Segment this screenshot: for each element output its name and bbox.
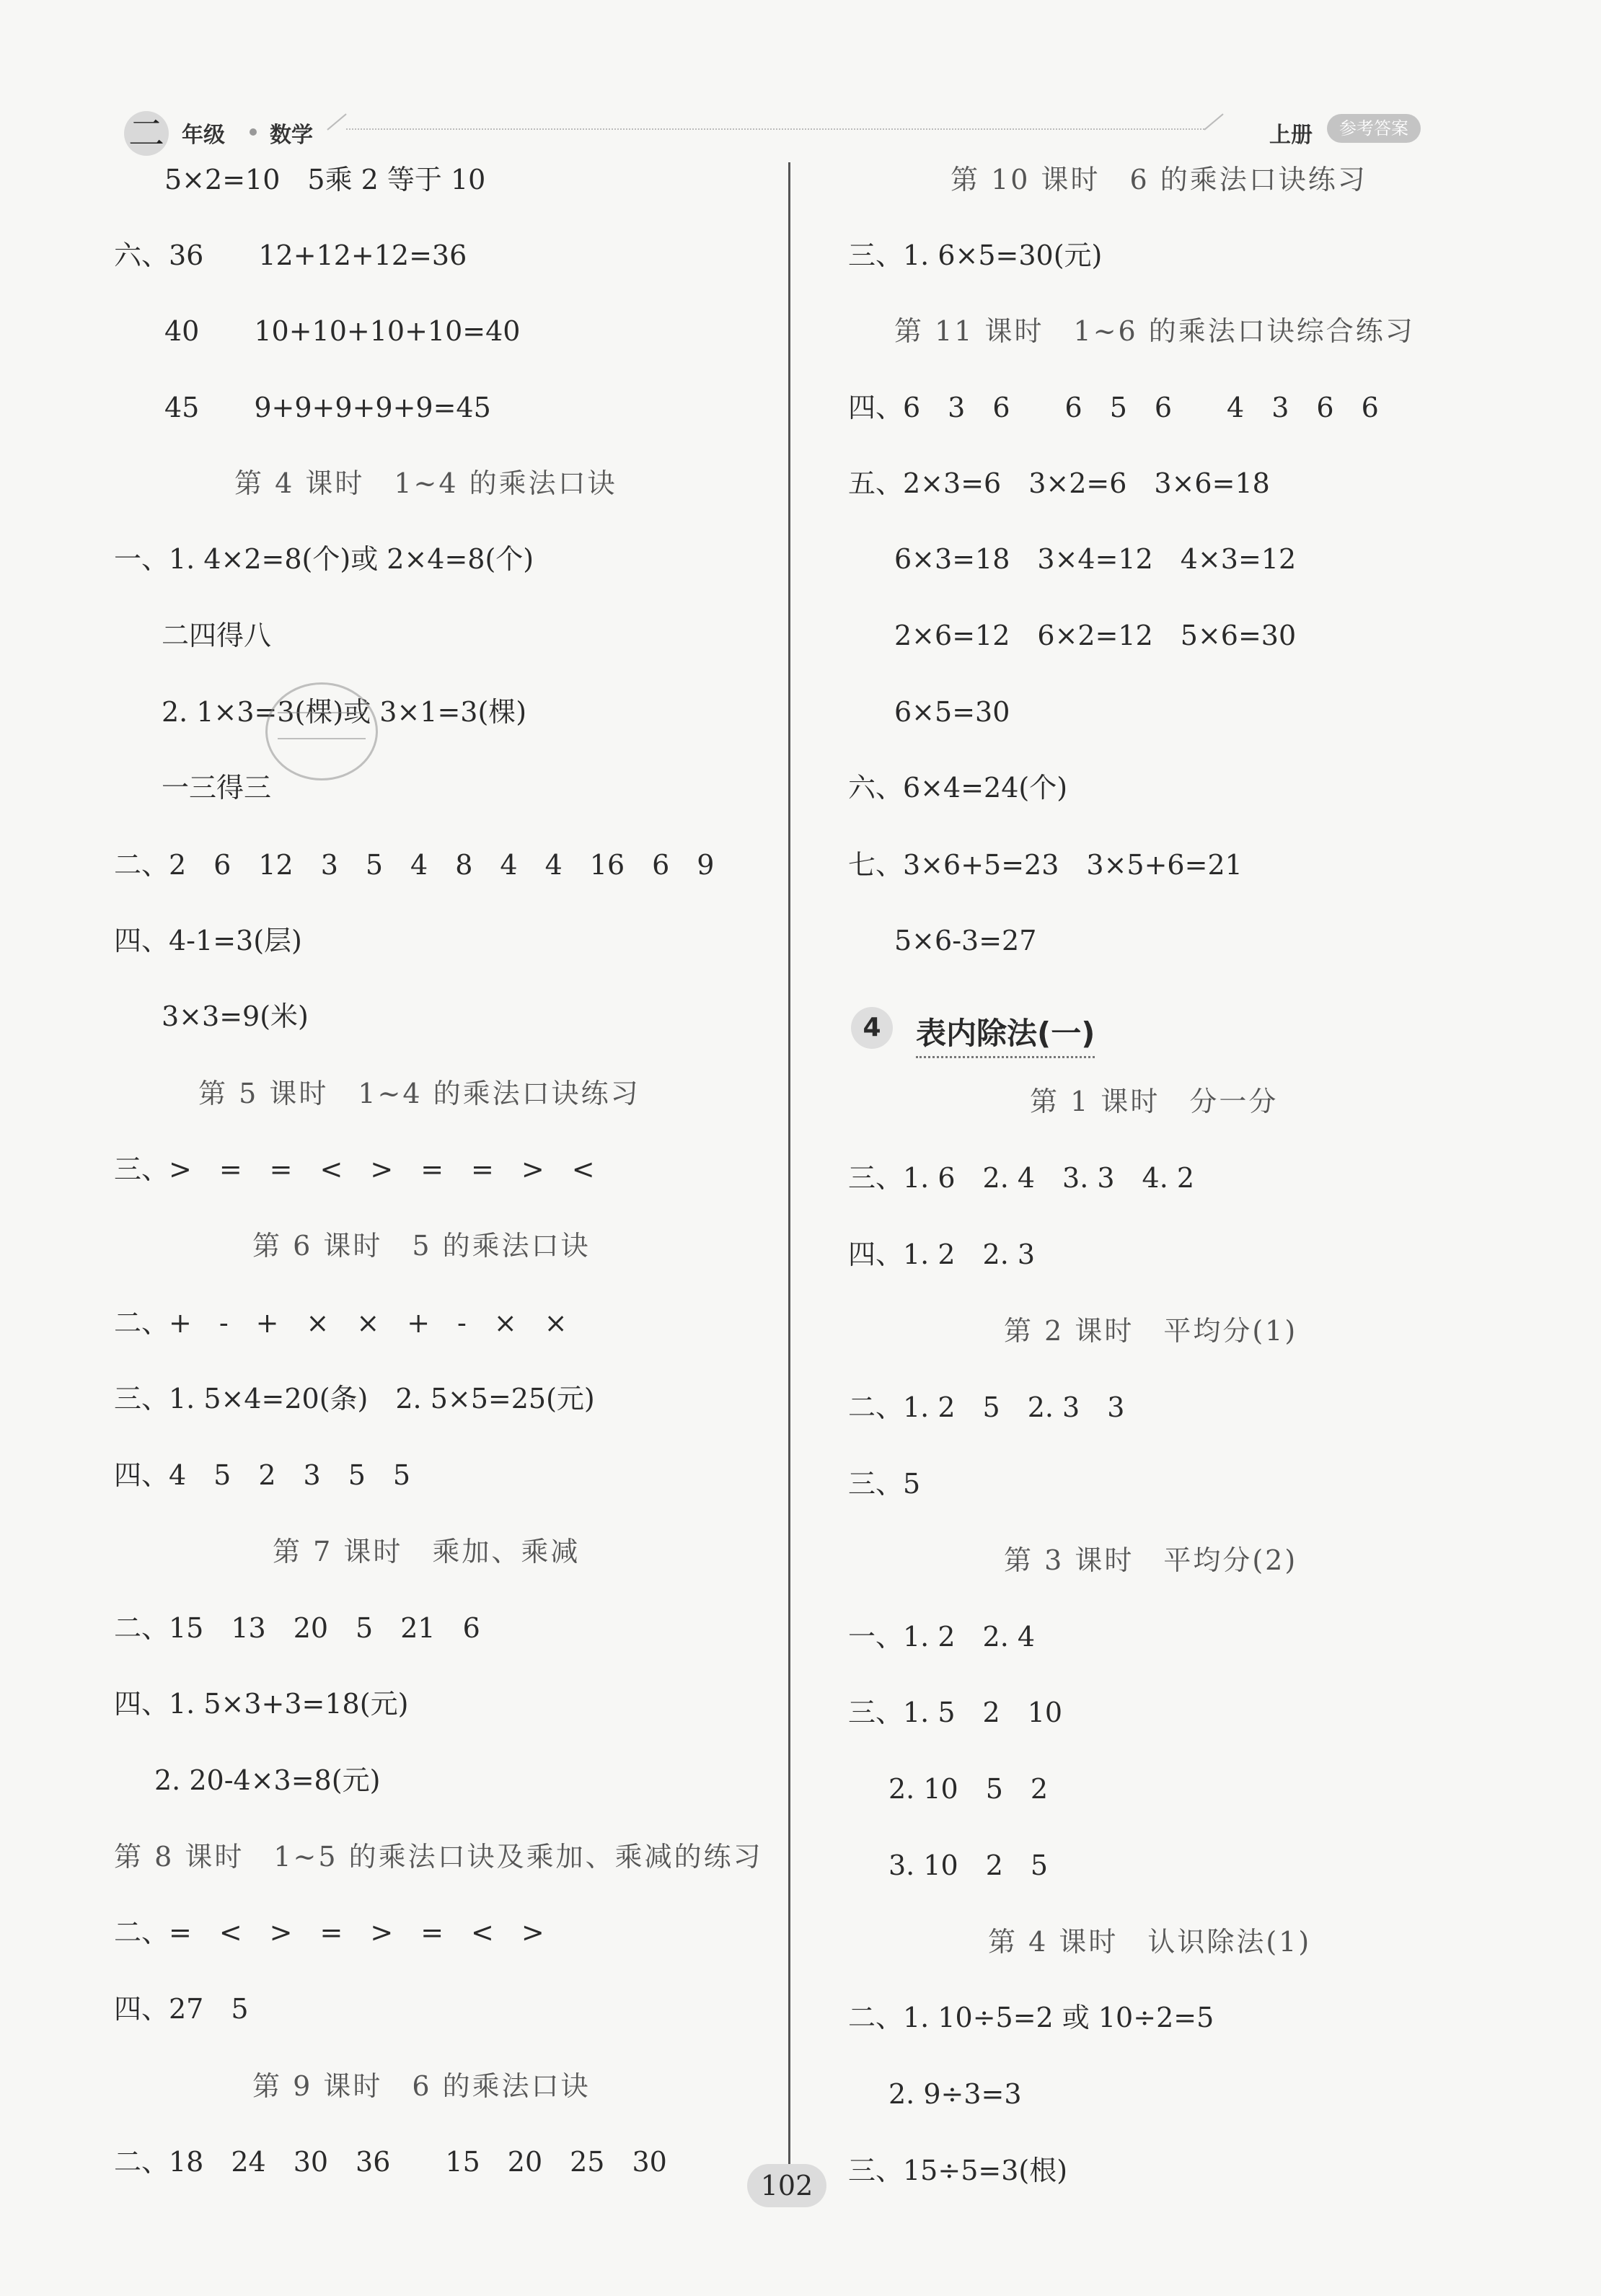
dot-separator-icon	[250, 128, 257, 136]
answer-line: 二、+ - + × × + - × ×	[114, 1307, 568, 1339]
answer-line: 6×5=30	[894, 696, 1010, 728]
answer-line: 五、2×3=6 3×2=6 3×6=18	[848, 467, 1270, 499]
header-slash	[327, 113, 346, 130]
answer-line: 四、1. 5×3+3=18(元)	[114, 1688, 409, 1720]
subject-label: 数学	[270, 123, 313, 148]
answer-line: 三、1. 5×4=20(条) 2. 5×5=25(元)	[114, 1383, 595, 1415]
answer-line: 三、5	[848, 1468, 921, 1500]
lesson-heading: 第 8 课时 1~5 的乘法口诀及乘加、乘减的练习	[114, 1841, 763, 1873]
answer-line: 6×3=18 3×4=12 4×3=12	[894, 543, 1297, 575]
answer-line: 二、2 6 12 3 5 4 8 4 4 16 6 9	[114, 849, 715, 881]
lesson-heading: 第 7 课时 乘加、乘减	[273, 1536, 581, 1567]
lesson-heading: 第 3 课时 平均分(2)	[1004, 1544, 1298, 1576]
lesson-heading: 第 4 课时 认识除法(1)	[988, 1926, 1312, 1958]
grade-badge: 二	[124, 111, 169, 156]
column-divider	[788, 162, 790, 2189]
answer-line: 七、3×6+5=23 3×5+6=21	[848, 849, 1243, 881]
page-header	[108, 108, 1450, 159]
answer-line: 三、1. 6×5=30(元)	[848, 239, 1103, 271]
answer-line: 四、27 5	[114, 1993, 249, 2025]
lesson-heading: 第 9 课时 6 的乘法口诀	[252, 2070, 591, 2102]
answer-line: 二、1. 10÷5=2 或 10÷2=5	[848, 2002, 1214, 2033]
answer-line: 二、= < > = > = < >	[114, 1917, 544, 1948]
seal-stamp-icon	[265, 682, 378, 780]
lesson-heading: 第 11 课时 1~6 的乘法口诀综合练习	[894, 315, 1415, 347]
answer-line: 2×6=12 6×2=12 5×6=30	[894, 620, 1297, 651]
answer-line: 六、6×4=24(个)	[848, 772, 1068, 804]
answer-badge: 参考答案	[1327, 114, 1421, 143]
page-number: 102	[747, 2164, 826, 2207]
answer-line: 一、1. 4×2=8(个)或 2×4=8(个)	[114, 543, 534, 575]
answer-line: 2. 10 5 2	[888, 1773, 1049, 1805]
answer-line: 一三得三	[162, 772, 272, 804]
answer-line: 3×3=9(米)	[162, 1000, 309, 1032]
answer-line: 三、1. 6 2. 4 3. 3 4. 2	[848, 1162, 1195, 1194]
answer-line: 一、1. 2 2. 4	[848, 1621, 1036, 1653]
answer-line: 三、> = = < > = = > <	[114, 1153, 595, 1185]
answer-line: 四、1. 2 2. 3	[848, 1239, 1036, 1270]
lesson-heading: 第 10 课时 6 的乘法口诀练习	[951, 164, 1367, 195]
answer-line: 2. 20-4×3=8(元)	[154, 1764, 381, 1796]
chapter-title: 表内除法(一)	[916, 1010, 1095, 1058]
answer-line: 3. 10 2 5	[888, 1849, 1049, 1881]
answer-line: 5×6-3=27	[894, 925, 1037, 956]
lesson-heading: 第 5 课时 1~4 的乘法口诀练习	[198, 1078, 640, 1109]
header-rule	[346, 128, 1204, 130]
answer-line: 三、15÷5=3(根)	[848, 2155, 1068, 2186]
answer-line: 二、1. 2 5 2. 3 3	[848, 1391, 1125, 1423]
answer-line: 45 9+9+9+9+9=45	[164, 392, 491, 423]
answer-line: 三、1. 5 2 10	[848, 1697, 1063, 1728]
answer-line: 二、15 13 20 5 21 6	[114, 1612, 480, 1644]
answer-line: 二、18 24 30 36 15 20 25 30	[114, 2146, 667, 2178]
answer-line: 四、4 5 2 3 5 5	[114, 1459, 411, 1491]
answer-line: 二四得八	[162, 620, 272, 651]
answer-line: 5×2=10 5乘 2 等于 10	[164, 164, 486, 195]
answer-line: 2. 1×3=3(棵)或 3×1=3(棵)	[162, 696, 527, 728]
volume-label: 上册	[1269, 123, 1313, 148]
chapter-number: 4	[851, 1007, 893, 1049]
answer-line: 四、6 3 6 6 5 6 4 3 6 6	[848, 392, 1379, 423]
answer-line: 六、36 12+12+12=36	[114, 239, 467, 271]
answer-line: 40 10+10+10+10=40	[164, 315, 521, 347]
answer-line: 四、4-1=3(层)	[114, 925, 302, 956]
lesson-heading: 第 2 课时 平均分(1)	[1004, 1315, 1298, 1347]
header-slash-right	[1204, 113, 1223, 130]
lesson-heading: 第 4 课时 1~4 的乘法口诀	[234, 467, 617, 499]
lesson-heading: 第 1 课时 分一分	[1030, 1086, 1279, 1117]
answer-line: 2. 9÷3=3	[888, 2078, 1022, 2110]
lesson-heading: 第 6 课时 5 的乘法口诀	[252, 1230, 591, 1262]
grade-label: 年级	[182, 123, 225, 148]
